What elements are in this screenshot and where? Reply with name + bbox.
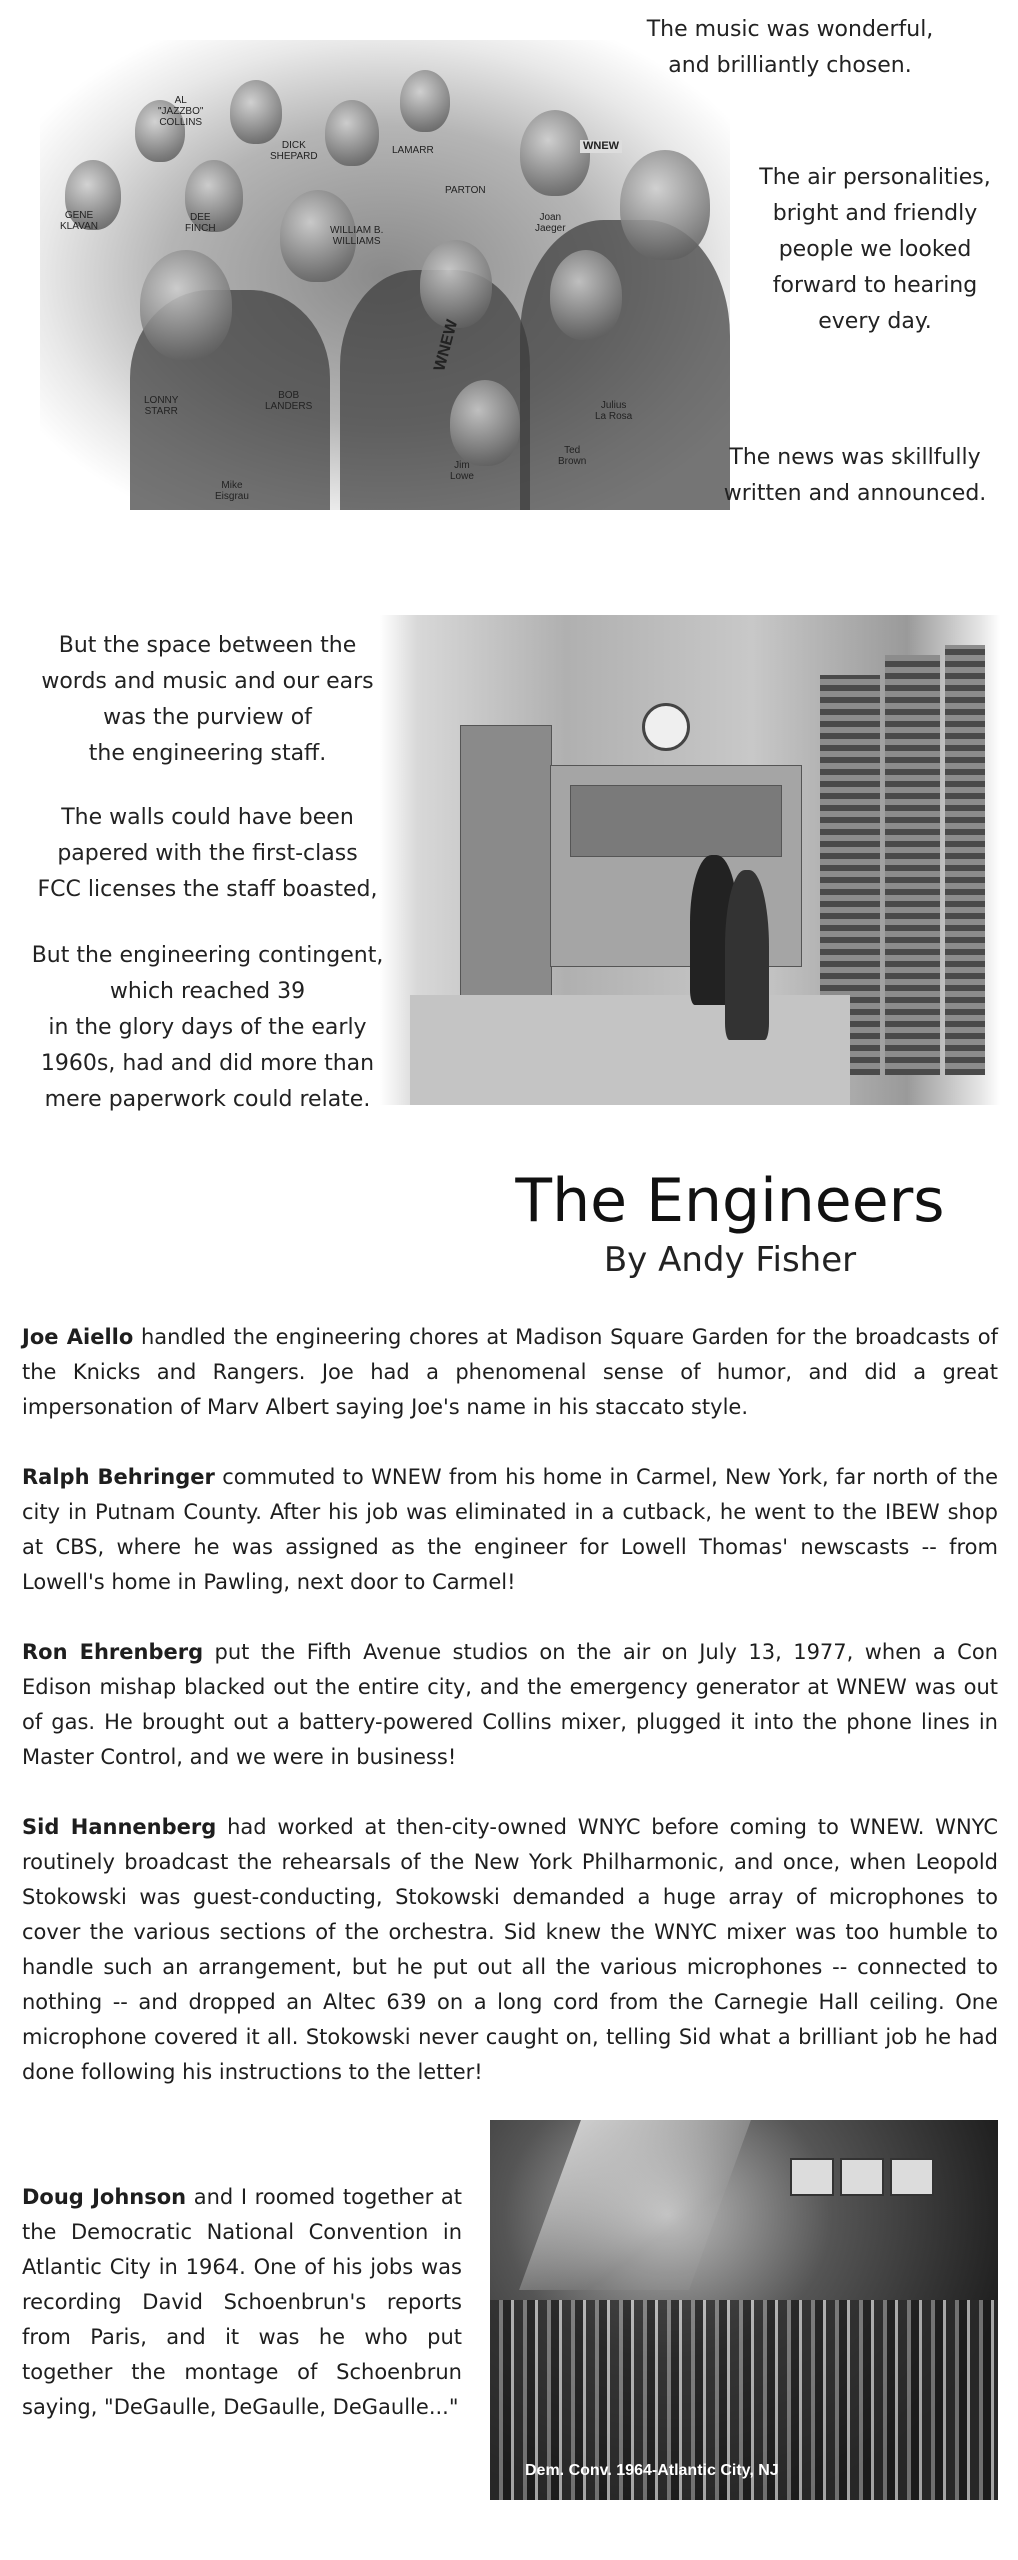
caption-gene-klavan: GENE KLAVAN xyxy=(60,210,98,232)
wnew-sign: WNEW xyxy=(431,317,462,374)
caption-lamarr: LAMARR xyxy=(392,145,434,156)
caption-dee-finch: DEE FINCH xyxy=(185,212,216,234)
wnew-mic-flag: WNEW xyxy=(580,140,622,153)
article-title: The Engineers xyxy=(515,1166,945,1236)
fcc-licenses-text: The walls could have been papered with the first-class FCC licenses the staff boasted, xyxy=(37,805,378,902)
caption-lonny-starr: LONNY STARR xyxy=(144,395,179,417)
engineering-intro-text: But the space between the words and music and our ears was the purview of the engineering staff. xyxy=(41,633,374,766)
caption-al-collins: AL "JAZZBO" COLLINS xyxy=(158,95,204,128)
caption-ted-brown: Ted Brown xyxy=(558,445,587,467)
caption-william-williams: WILLIAM B. WILLIAMS xyxy=(330,225,384,247)
paragraph-joe-aiello: Joe Aiello handled the engineering chores at Madison Square Garden for the broadcasts of the Knicks and Rangers. Joe had a phenomenal sense of humor, and did a great impersonation of Marv Albert saying Joe's name in his staccato style. xyxy=(22,1325,998,1419)
quote-air-personalities: The air personalities, bright and friendly people we looked forward to hearing every day. xyxy=(759,165,991,334)
quote-music: The music was wonderful, and brilliantly chosen. xyxy=(646,17,934,78)
caption-mike-eisgrau: Mike Eisgrau xyxy=(215,480,249,502)
wall-clock-icon xyxy=(642,703,690,751)
paragraph-sid-hannenberg: Sid Hannenberg had worked at then-city-owned WNYC before coming to WNEW. WNYC routinely broadcast the rehearsals of the New York Philharmonic, and once, when Leopold Stokowski was guest-conducting, Stokowski demanded a huge array of microphones to cover the various sections of the orchestra. Sid knew the WNYC mixer was too humble to handle such an arrangement, but he put out all the various microphones -- connected to nothing -- and dropped an Altec 639 on a long cord from the Carnegie Hall ceiling. One microphone covered it all. Stokowski never caught on, telling Sid what a brilliant job he had done following his instructions to the letter! xyxy=(22,1815,998,2084)
paragraph-doug-johnson: Doug Johnson and I roomed together at the Democratic National Convention in Atlantic City in 1964. One of his jobs was recording David Schoenbrun's reports from Paris, and it was he who put together the montage of Schoenbrun saying, "DeGaulle, DeGaulle, DeGaulle..." xyxy=(22,2185,463,2419)
paragraph-ron-ehrenberg: Ron Ehrenberg put the Fifth Avenue studios on the air on July 13, 1977, when a Con Edison mishap blacked out the entire city, and the emergency generator at WNEW was out of gas. He brought out a battery-powered Collins mixer, plugged it into the phone lines in Master Control, and we were in business! xyxy=(22,1640,998,1769)
caption-bob-landers: BOB LANDERS xyxy=(265,390,313,412)
air-personalities-collage-photo xyxy=(40,40,730,510)
engineering-contingent-text: But the engineering contingent, which reached 39 in the glory days of the early 1960s, had and did more than mere paperwork could relate. xyxy=(31,943,384,1112)
caption-dick-shepard: DICK SHEPARD xyxy=(270,140,318,162)
caption-joan-jaeger: Joan Jaeger xyxy=(535,212,566,234)
article-heading xyxy=(470,1165,990,1283)
quote-news: The news was skillfully written and announced. xyxy=(723,445,987,506)
convention-photo-caption: Dem. Conv. 1964-Atlantic City, NJ xyxy=(525,2462,779,2479)
caption-jim-lowe: Jim Lowe xyxy=(450,460,474,482)
article-byline: By Andy Fisher xyxy=(603,1240,857,1280)
caption-julius-larosa: Julius La Rosa xyxy=(595,400,633,422)
caption-parton: PARTON xyxy=(445,185,486,196)
paragraph-ralph-behringer: Ralph Behringer commuted to WNEW from his home in Carmel, New York, far north of the city in Putnam County. After his job was eliminated in a cutback, he went to the IBEW shop at CBS, where he was assigned as the engineer for Lowell Thomas' newscasts -- from Lowell's home in Pawling, next door to Carmel! xyxy=(22,1465,998,1594)
convention-photo xyxy=(490,2120,998,2500)
control-room-photo xyxy=(380,615,1000,1105)
